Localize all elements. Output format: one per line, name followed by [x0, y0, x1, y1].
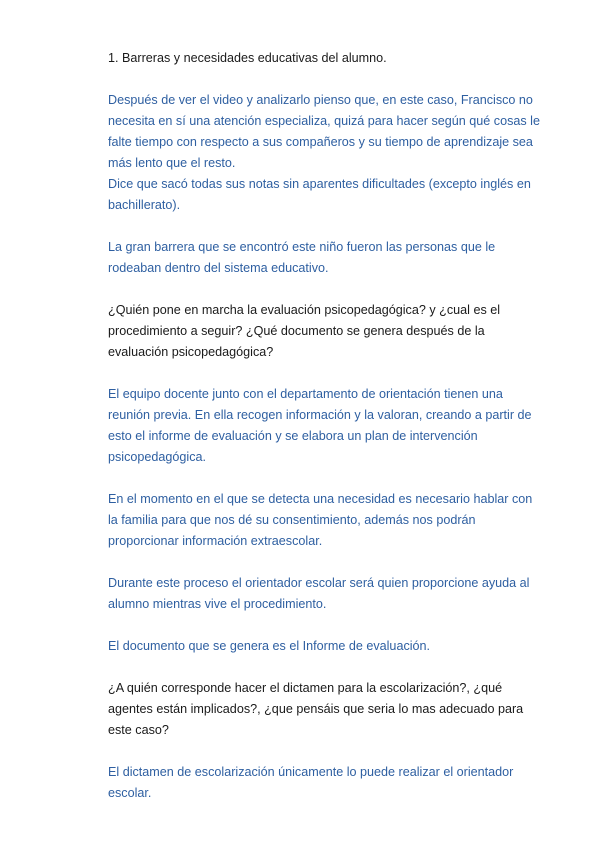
text-line: La gran barrera que se encontró este niño fueron las personas que le	[108, 240, 496, 254]
answer-paragraph	[108, 636, 528, 657]
answer-paragraph	[108, 573, 528, 615]
answer-paragraph	[108, 489, 533, 552]
text-line: 1. Barreras y necesidades educativas del alumno.	[108, 51, 387, 65]
text-line: alumno mientras vive el procedimiento.	[108, 597, 327, 611]
text-line: procedimiento a seguir? ¿Qué documento se genera después de la	[108, 324, 485, 338]
text-line: agentes están implicados?, ¿que pensáis que seria lo mas adecuado para	[108, 702, 524, 716]
text-line: ¿Quién pone en marcha la evaluación psicopedagógica? y ¿cual es el	[108, 303, 501, 317]
text-line: bachillerato).	[108, 198, 181, 212]
text-line: rodeaban dentro del sistema educativo.	[108, 261, 329, 275]
answer-paragraph	[108, 237, 528, 279]
text-line: falte tiempo con respecto a sus compañeros y su tiempo de aprendizaje sea	[108, 135, 533, 149]
text-line: El equipo docente junto con el departamento de orientación tienen una	[108, 387, 503, 401]
text-line: En el momento en el que se detecta una necesidad es necesario hablar con	[108, 492, 533, 506]
text-line: reunión previa. En ella recogen información y la valoran, creando a partir de	[108, 408, 532, 422]
question-paragraph	[108, 48, 528, 69]
text-line: esto el informe de evaluación y se elabora un plan de intervención	[108, 429, 478, 443]
answer-paragraph	[108, 90, 540, 216]
text-line: Después de ver el video y analizarlo pienso que, en este caso, Francisco no	[108, 93, 533, 107]
text-line: El dictamen de escolarización únicamente lo puede realizar el orientador	[108, 765, 514, 779]
text-line: proporcionar información extraescolar.	[108, 534, 323, 548]
answer-paragraph	[108, 384, 532, 468]
text-line: la familia para que nos dé su consentimiento, además nos podrán	[108, 513, 476, 527]
document-page	[108, 48, 540, 825]
text-line: más lento que el resto.	[108, 156, 236, 170]
answer-paragraph	[108, 762, 528, 804]
question-paragraph	[108, 678, 528, 741]
text-line: necesita en sí una atención especializa, quizá para hacer según qué cosas le	[108, 114, 540, 128]
text-line: Dice que sacó todas sus notas sin aparentes dificultades (excepto inglés en	[108, 177, 531, 191]
text-line: evaluación psicopedagógica?	[108, 345, 274, 359]
question-paragraph	[108, 300, 528, 363]
text-line: escolar.	[108, 786, 152, 800]
text-line: este caso?	[108, 723, 169, 737]
text-line: El documento que se genera es el Informe de evaluación.	[108, 639, 431, 653]
text-line: ¿A quién corresponde hacer el dictamen para la escolarización?, ¿qué	[108, 681, 503, 695]
text-line: Durante este proceso el orientador escolar será quien proporcione ayuda al	[108, 576, 530, 590]
text-line: psicopedagógica.	[108, 450, 207, 464]
